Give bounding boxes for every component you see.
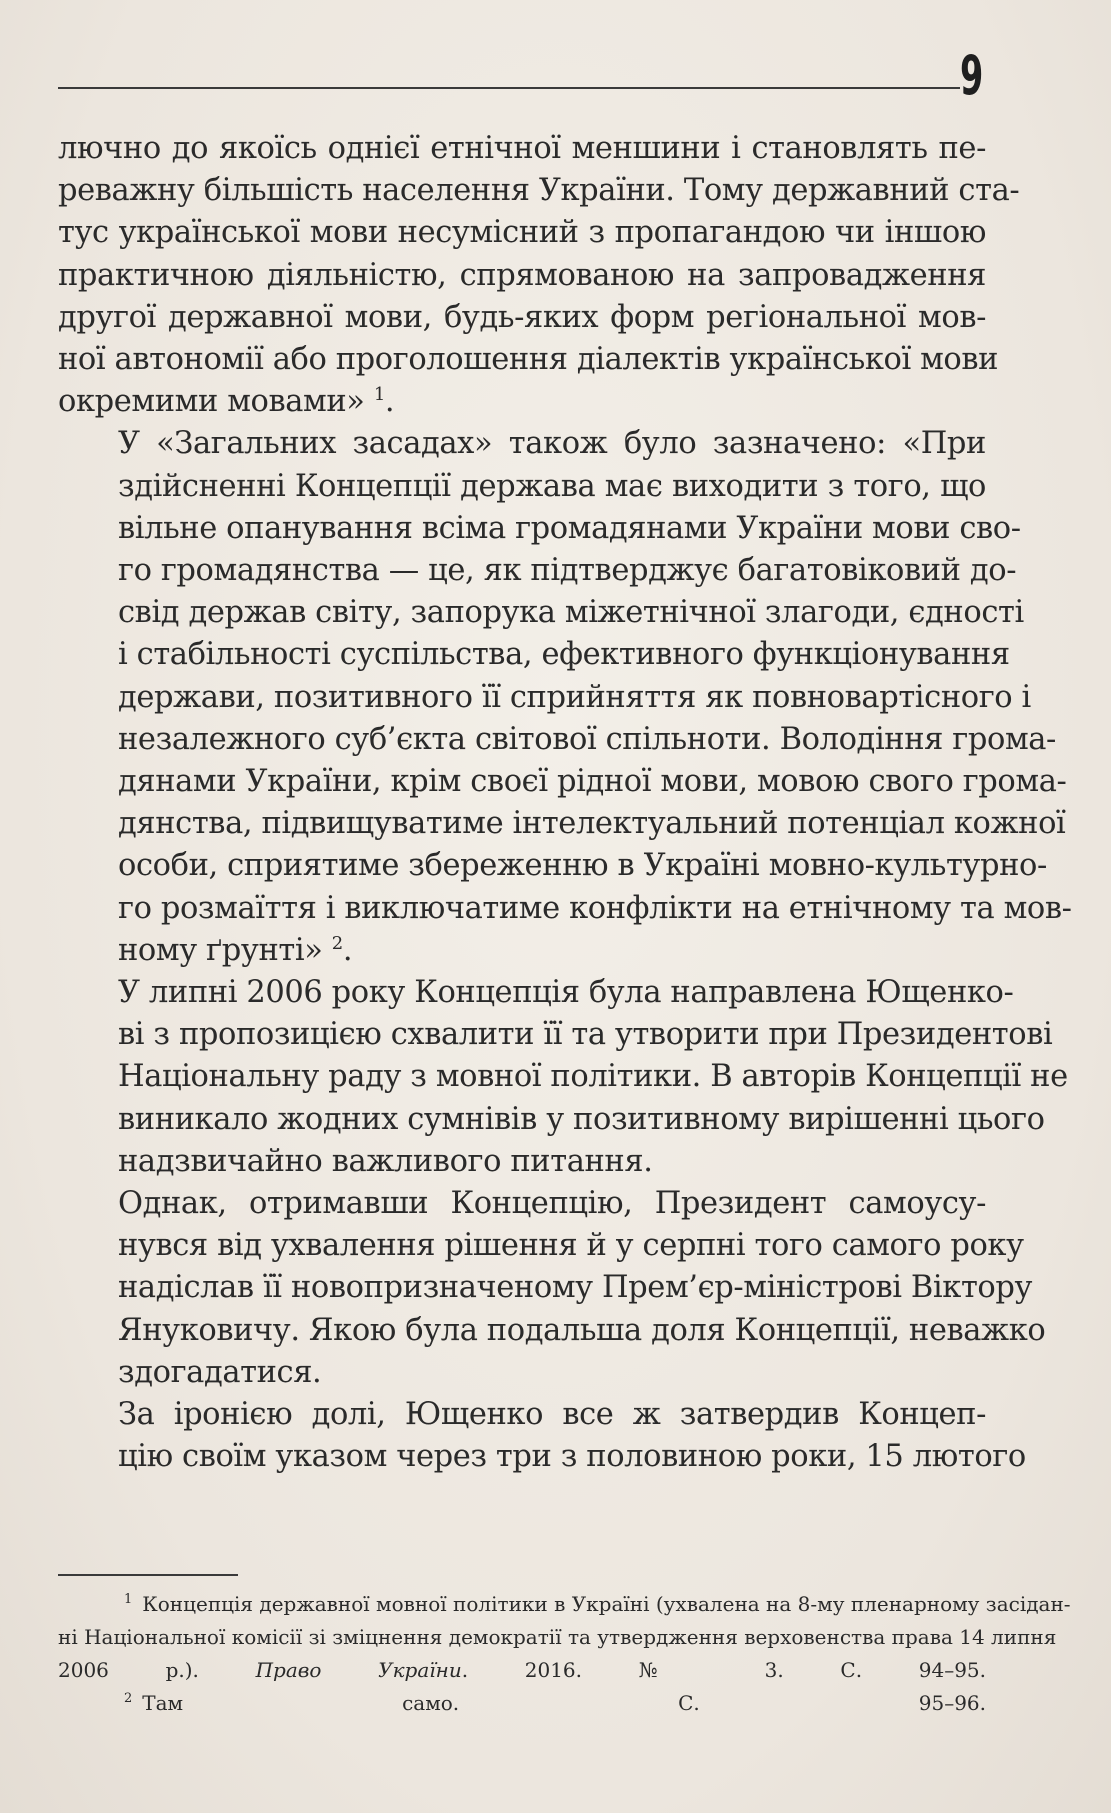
text-line: ві з пропозицією схвалити її та утворити при Президентові	[118, 1017, 1053, 1053]
footnote-line	[58, 1654, 986, 1687]
text-line: вільне опанування всіма громадянами України мови сво-	[118, 510, 1021, 546]
footnote-text: Концепція державної мовної політики в Україні (ухвалена на 8-му пленарному засідан-	[142, 1592, 1071, 1616]
main-text	[58, 128, 1072, 1479]
text-line: держави, позитивного її сприйняття як повновартісного і	[118, 679, 1031, 715]
text-line: і стабільності суспільства, ефективного функціонування	[118, 637, 1010, 673]
footnote-line: ні Національної комісії зі зміцнення демократії та утвердження верховенства права 14 липня	[58, 1625, 1057, 1649]
paragraph-5	[58, 1394, 1026, 1478]
text-line: нувся від ухвалення рішення й у серпні того самого року	[118, 1228, 1024, 1264]
page-number: 9	[960, 44, 984, 107]
text-line: свід держав світу, запорука міжетнічної злагоди, єдності	[118, 595, 1024, 631]
text-fragment: .	[384, 384, 395, 420]
text-line: дянами України, крім своєї рідної мови, мовою свого громa-	[118, 764, 1067, 800]
text-line: лючно до якоїсь однієї етнічної меншини і становлять пе-	[58, 131, 986, 166]
footnote-mark: 1	[124, 1592, 133, 1608]
footnote-ref-2: 2	[331, 932, 343, 954]
footnote-text: . 2016. № 3. С. 94–95.	[461, 1658, 986, 1682]
paragraph-3	[58, 972, 1068, 1183]
text-fragment: окремими мовами»	[58, 384, 374, 420]
footnote-1	[58, 1588, 1071, 1687]
text-line: особи, сприятиме збереженню в Україні мовно-культурно-	[118, 848, 1047, 884]
text-line: го розмаїття і виключатиме конфлікти на етнічному та мов-	[118, 890, 1072, 926]
text-line: дянства, підвищуватиме інтелектуальний потенціал кожної	[118, 806, 1066, 842]
text-fragment: ному ґрунті»	[118, 932, 332, 968]
text-line	[58, 930, 986, 972]
text-line: ної автономії або проголошення діалектів української мови	[58, 342, 999, 378]
text-line: тус української мови несумісний з пропагандою чи іншою	[58, 215, 986, 251]
paragraph-1	[58, 128, 1020, 423]
text-line	[58, 381, 986, 423]
text-line: надіслав її новопризначеному Прем’єр-міністрові Віктору	[118, 1270, 1033, 1306]
text-fragment: .	[342, 932, 353, 968]
text-line: У «Загальних засадах» також було зазначено: «При	[118, 426, 986, 462]
text-line: здогадатися.	[118, 1354, 322, 1390]
footnote-source-title: Право України	[255, 1658, 462, 1682]
footnote-separator	[58, 1574, 238, 1576]
text-line: незалежного суб’єкта світової спільноти. Володіння грома-	[118, 721, 1056, 757]
paragraph-4	[58, 1183, 1046, 1394]
text-line: другої державної мови, будь-яких форм регіональної мов-	[58, 299, 986, 335]
footnote-2	[58, 1687, 986, 1720]
footnote-mark: 2	[124, 1691, 133, 1707]
text-line: За іронією долі, Ющенко все ж затвердив Концеп-	[118, 1397, 986, 1433]
footnote-line	[58, 1588, 1071, 1621]
footnote-text: Там само. С. 95–96.	[142, 1691, 986, 1715]
footnote-line	[58, 1687, 986, 1720]
text-line: надзвичайно важливого питання.	[118, 1143, 653, 1179]
header-rule	[58, 87, 960, 89]
text-line: виникало жодних сумнівів у позитивному вирішенні цього	[118, 1101, 1045, 1137]
text-line: здійсненні Концепції держава має виходити з того, що	[118, 468, 986, 504]
footnotes	[58, 1588, 1071, 1720]
text-line: Національну раду з мовної політики. В авторів Концепції не	[118, 1059, 1068, 1095]
paragraph-2	[58, 423, 1072, 972]
text-line: го громадянства — це, як підтверджує багатовіковий до-	[118, 553, 1017, 589]
text-line: цію своїм указом через три з половиною роки, 15 лютого	[118, 1439, 1026, 1475]
text-line: Януковичу. Якою була подальша доля Концепції, неважко	[118, 1312, 1046, 1348]
footnote-text: 2006 р.).	[58, 1658, 256, 1682]
text-line: Однак, отримавши Концепцію, Президент самоусу-	[118, 1186, 986, 1222]
text-line: реважну більшість населення України. Тому державний ста-	[58, 173, 1020, 209]
text-line: практичною діяльністю, спрямованою на запровадження	[58, 257, 986, 293]
text-line: У липні 2006 року Концепція була направлена Ющенко-	[118, 975, 1014, 1011]
footnote-ref-1: 1	[373, 384, 385, 406]
